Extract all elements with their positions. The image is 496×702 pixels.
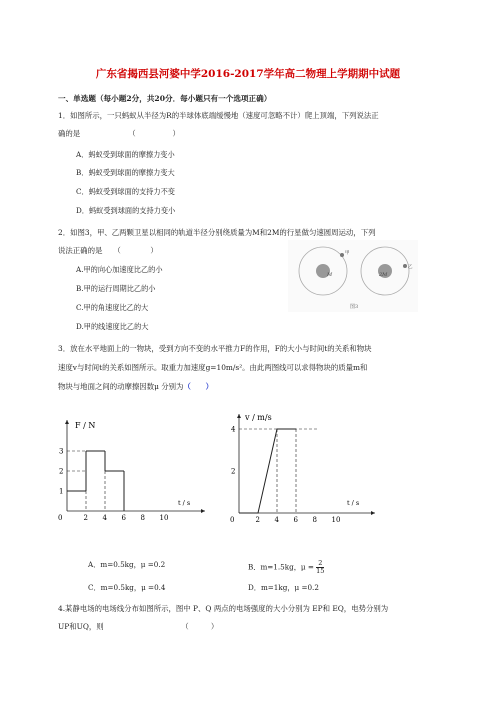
q3-option-b-fraction <box>316 560 324 575</box>
q4-line2-u: U <box>58 622 65 631</box>
figure-caption: 图3 <box>350 304 359 310</box>
mass-label-right: 2M <box>379 272 388 278</box>
y-axis-arrow <box>237 414 241 418</box>
q3-line2: 速度v与时间t的关系如图所示。取重力加速度g=10m/s²。由此两图线可以求得物块的质量m和 <box>58 363 368 372</box>
satellite-figure <box>288 240 418 312</box>
q2-line1: 2．如图3，甲、乙两颗卫星以相同的轨道半径分别绕质量为M和2M的行星做匀速圆周运动，下列 <box>58 228 376 237</box>
y-tick-label: 2 <box>231 467 236 476</box>
satellite-left <box>340 253 344 257</box>
x-tick-label: 10 <box>159 514 169 522</box>
q2-option-d: D.甲的线速度比乙的大 <box>76 322 149 331</box>
x-tick-label: 8 <box>140 514 145 522</box>
x-tick-label: 4 <box>274 516 279 524</box>
q3-option-b-text: B．m=1.5kg，μ = <box>248 562 314 572</box>
fraction-denominator: 15 <box>316 567 325 575</box>
satellite-right <box>403 264 407 268</box>
q3-line3-text: 物块与地面之间的动摩擦因数μ 分别为 <box>58 382 184 391</box>
q2-option-a: A.甲的向心加速度比乙的小 <box>76 265 163 274</box>
q3-line3 <box>58 382 213 391</box>
q4-line1-tail: P和 E <box>317 604 338 613</box>
y-tick-label: 2 <box>59 467 64 476</box>
section-heading: 一、单选题（每小题2分，共20分．每小题只有一个选项正确） <box>58 94 272 103</box>
q4-line1-text: 4.某静电场的电场线分布如图所示，图中 P、Q 两点的电场强度的大小分别为 E <box>58 604 318 613</box>
q4-line1-tail2: Q，电势分别为 <box>337 604 389 613</box>
x-tick-label: 8 <box>312 516 317 524</box>
q1-option-c: C．蚂蚁受到球面的支持力不变 <box>76 187 175 196</box>
q3-option-c: C．m=0.5kg，μ =0.4 <box>88 583 166 592</box>
q2-line2: 说法正确的是 （ ） <box>58 246 158 255</box>
q3-option-b <box>248 560 324 575</box>
x-axis-label: t / s <box>178 499 191 507</box>
force-time-chart <box>55 408 220 533</box>
q1-line2: 确的是 （ ） <box>58 129 180 138</box>
q3-answer-paren: （ ） <box>183 382 213 391</box>
q4-line2 <box>58 622 218 631</box>
x-tick-label: 10 <box>331 516 341 524</box>
x-axis-arrow <box>371 511 375 515</box>
q1-option-a: A．蚂蚁受到球面的摩擦力变小 <box>76 150 175 159</box>
y-axis-label: v / m/s <box>245 413 272 422</box>
y-tick-label: 3 <box>59 447 64 456</box>
q1-line1: 1．如图所示，一只蚂蚁从半径为R的半球体底端缓慢地（速度可忽略不计）爬上顶端，下列说法正 <box>58 111 379 120</box>
q3-option-a: A．m=0.5kg，μ =0.2 <box>88 560 166 569</box>
q2-option-c: C.甲的角速度比乙的大 <box>76 303 149 312</box>
y-tick-label: 4 <box>231 425 236 434</box>
q3-option-d: D．m=1kg，μ =0.2 <box>248 583 319 592</box>
q1-option-b: B．蚂蚁受到球面的摩擦力变大 <box>76 168 175 177</box>
page-title: 广东省揭西县河婆中学2016-2017学年高二物理上学期期中试题 <box>95 68 401 80</box>
sat-label-right: 乙 <box>408 265 413 270</box>
y-axis-arrow <box>65 420 69 424</box>
y-tick-label: 1 <box>59 487 64 496</box>
x-axis-arrow <box>201 509 205 513</box>
x-tick-label: 6 <box>121 514 126 522</box>
q4-line2-b: P和U <box>64 622 83 631</box>
x-tick-label: 6 <box>293 516 298 524</box>
x-tick-label: 4 <box>102 514 107 522</box>
q4-line1 <box>58 604 388 613</box>
velocity-line <box>239 429 296 513</box>
fraction-numerator: 2 <box>316 560 324 568</box>
mass-label-left: M <box>327 272 333 278</box>
q4-line2-c: Q，则 （ ） <box>82 622 219 631</box>
x-axis-label: t / s <box>347 499 360 507</box>
y-axis-label: F / N <box>75 421 96 430</box>
origin-label: 0 <box>58 514 63 522</box>
q1-option-d: D．蚂蚁受到球面的支持力变小 <box>76 206 176 215</box>
x-tick-label: 2 <box>83 514 88 522</box>
q3-line1: 3．放在水平地面上的一物块，受到方向不变的水平推力F的作用，F的大小与时间t的关系和物块 <box>58 344 372 353</box>
sat-label-left: 甲 <box>345 251 350 256</box>
velocity-time-chart <box>225 408 395 533</box>
q2-option-b: B.甲的运行周期比乙的小 <box>76 284 156 293</box>
origin-label: 0 <box>230 516 235 524</box>
x-tick-label: 2 <box>255 516 260 524</box>
